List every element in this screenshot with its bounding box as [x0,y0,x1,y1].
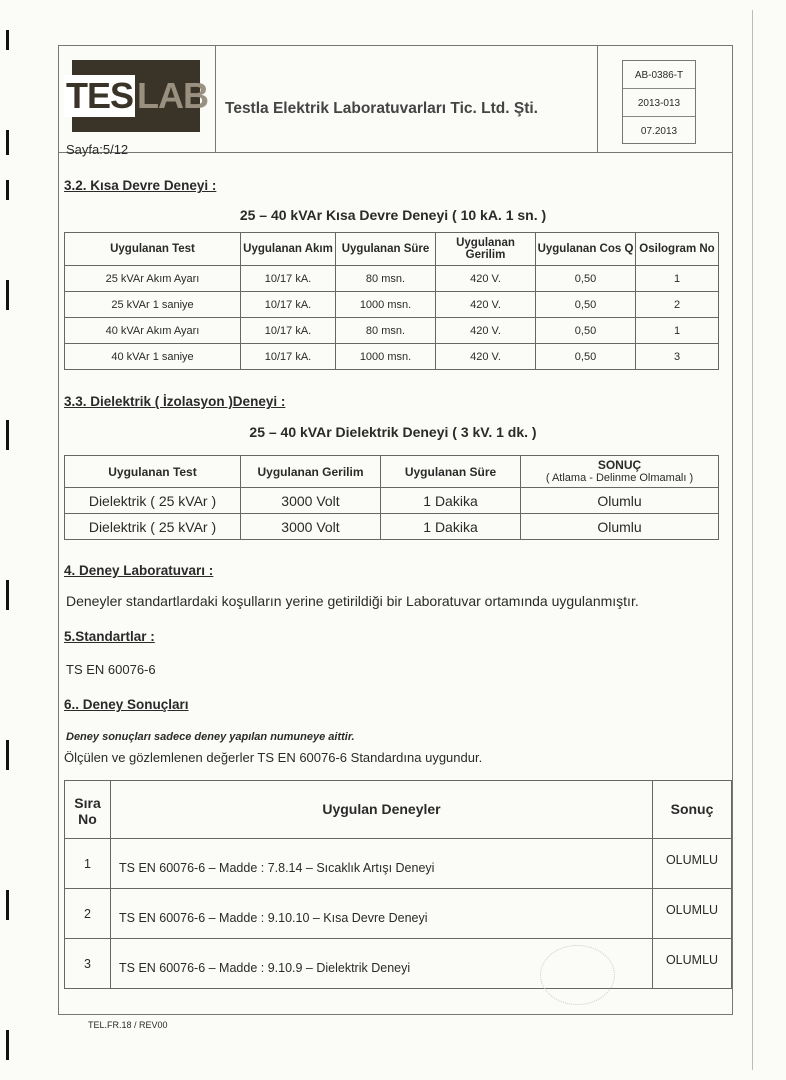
standard: TS EN 60076-6 [66,662,156,677]
footer-code: TEL.FR.18 / REV00 [88,1020,168,1030]
company-name: Testla Elektrik Laboratuvarları Tic. Ltd. Şti. [225,100,538,117]
page-number: Sayfa:5/12 [66,142,129,157]
scan-artifact [6,580,9,610]
table-row: 40 kVAr 1 saniye 10/17 kA. 1000 msn. 420 V. 0,50 3 [65,344,719,370]
table-title: 25 – 40 kVAr Dielektrik Deneyi ( 3 kV. 1 dk. ) [249,424,537,440]
doc-codes [622,60,696,144]
section-heading: 4. Deney Laboratuvarı : [64,563,214,578]
scan-artifact [6,30,9,50]
note: Deney sonuçları sadece deney yapılan numuneye aittir. [66,731,355,743]
table-row: 40 kVAr Akım Ayarı 10/17 kA. 80 msn. 420 V. 0,50 1 [65,318,719,344]
section-heading: 5.Standartlar : [64,629,155,644]
table-row: 3 TS EN 60076-6 – Madde : 9.10.9 – Dielektrik Deneyi OLUMLU [65,939,732,989]
results-table: Sıra No Uygulan Deneyler Sonuç 1 TS EN 60076-6 – Madde : 7.8.14 – Sıcaklık Artışı Deneyi OLUMLU 2 TS EN 60076-6 – Madde : 9.10.10 – Kısa Devre Deneyi OLUMLU 3 TS EN 60076-6 – Madde : 9.10.9 – Dielektrik Deneyi OLUMLU [64,780,732,989]
faint-stamp [540,945,615,1005]
table-row: 25 kVAr 1 saniye 10/17 kA. 1000 msn. 420 V. 0,50 2 [65,292,719,318]
scan-artifact [6,890,9,920]
scan-artifact [6,130,9,155]
table-row: Dielektrik ( 25 kVAr ) 3000 Volt 1 Dakika Olumlu [65,514,719,540]
short-circuit-table: Uygulanan Test Uygulanan Akım Uygulanan Süre Uygulanan Gerilim Uygulanan Cos Q Osilogram No 25 kVAr Akım Ayarı 10/17 kA. 80 msn. 420 V. 0,50 1 25 kVAr 1 saniye 10/17 kA. 1000 msn. 420 V. 0,50 2 40 kVAr Akım Ayarı 10/17 kA. 80 msn. 420 V. 0,50 1 40 kVAr 1 saniye 10/17 kA. 1000 msn. 420 V. 0,50 3 [64,232,719,370]
scan-artifact [6,280,9,310]
scan-edge [752,10,753,1070]
table-row: Dielektrik ( 25 kVAr ) 3000 Volt 1 Dakika Olumlu [65,488,719,514]
doc-code: AB-0386-T [623,61,695,89]
paragraph: Deneyler standartlardaki koşulların yerine getirildiği bir Laboratuvar ortamında uygulanmıştır. [66,593,639,609]
scan-artifact [6,180,9,200]
report-no: 2013-013 [623,89,695,117]
testlab-logo: TES LAB [72,60,200,132]
table-row: 1 TS EN 60076-6 – Madde : 7.8.14 – Sıcaklık Artışı Deneyi OLUMLU [65,839,732,889]
table-row: 2 TS EN 60076-6 – Madde : 9.10.10 – Kısa Devre Deneyi OLUMLU [65,889,732,939]
section-heading: 3.3. Dielektrik ( İzolasyon )Deneyi : [64,394,286,409]
dielectric-table: Uygulanan Test Uygulanan Gerilim Uygulanan Süre SONUÇ ( Atlama - Delinme Olmamalı ) Dielektrik ( 25 kVAr ) 3000 Volt 1 Dakika Olumlu Dielektrik ( 25 kVAr ) 3000 Volt 1 Dakika Olumlu [64,455,719,540]
table-row: 25 kVAr Akım Ayarı 10/17 kA. 80 msn. 420 V. 0,50 1 [65,266,719,292]
scan-artifact [6,1030,9,1060]
scan-artifact [6,740,9,770]
section-heading: 3.2. Kısa Devre Deneyi : [64,178,217,193]
section-heading: 6.. Deney Sonuçları [64,697,189,712]
paragraph: Ölçülen ve gözlemlenen değerler TS EN 60076-6 Standardına uygundur. [64,750,483,765]
doc-date: 07.2013 [640,126,678,137]
table-title: 25 – 40 kVAr Kısa Devre Deneyi ( 10 kA. 1 sn. ) [239,207,547,223]
